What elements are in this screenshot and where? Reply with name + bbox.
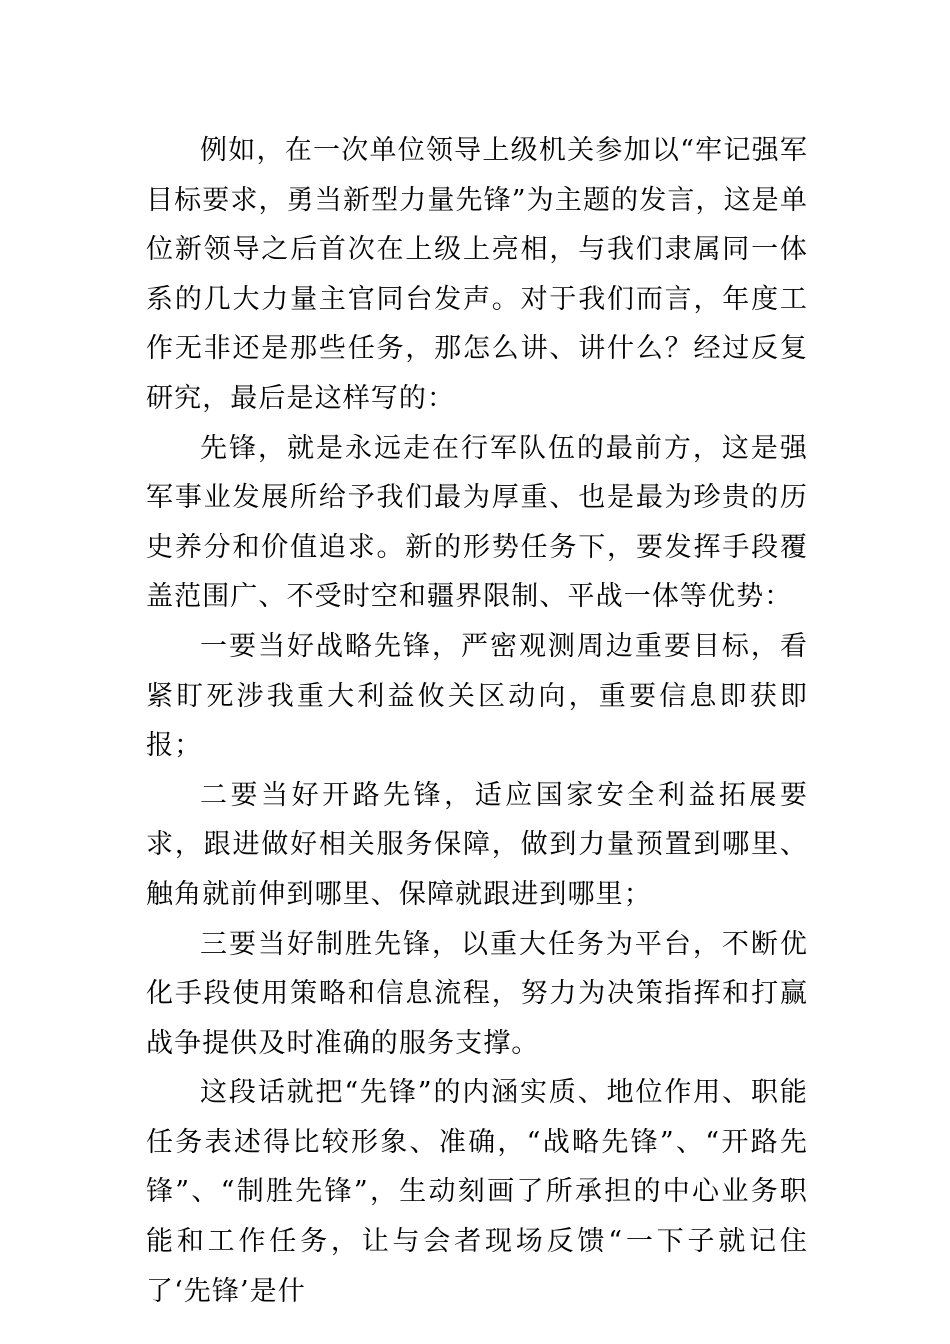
document-body (146, 126, 808, 1316)
paragraph-pioneer-definition: 先锋，就是永远走在行军队伍的最前方，这是强军事业发展所给予我们最为厚重、也是最为珍贵的历史养分和价值追求。新的形势任务下，要发挥手段覆盖范围广、不受时空和疆界限制、平战一体等优势： (146, 432, 808, 613)
paragraph-summary: 这段话就把“先锋”的内涵实质、地位作用、职能任务表述得比较形象、准确，“战略先锋”、“开路先锋”、“制胜先锋”，生动刻画了所承担的中心业务职能和工作任务，让与会者现场反馈“一下子就记住了‘先锋’是什 (146, 1077, 808, 1307)
paragraph-pathfinder-pioneer: 二要当好开路先锋，适应国家安全利益拓展要求，跟进做好相关服务保障，做到力量预置到哪里、触角就前伸到哪里、保障就跟进到哪里； (146, 779, 808, 910)
paragraph-example-intro: 例如，在一次单位领导上级机关参加以“牢记强军目标要求，勇当新型力量先锋”为主题的发言，这是单位新领导之后首次在上级上亮相，与我们隶属同一体系的几大力量主官同台发声。对于我们而言，年度工作无非还是那些任务，那怎么讲、讲什么？经过反复研究，最后是这样写的： (146, 135, 808, 414)
paragraph-winning-pioneer: 三要当好制胜先锋，以重大任务为平台，不断优化手段使用策略和信息流程，努力为决策指挥和打赢战争提供及时准确的服务支撑。 (146, 928, 808, 1059)
paragraph-strategic-pioneer: 一要当好战略先锋，严密观测周边重要目标，看紧盯死涉我重大利益攸关区动向，重要信息即获即报； (146, 630, 808, 762)
